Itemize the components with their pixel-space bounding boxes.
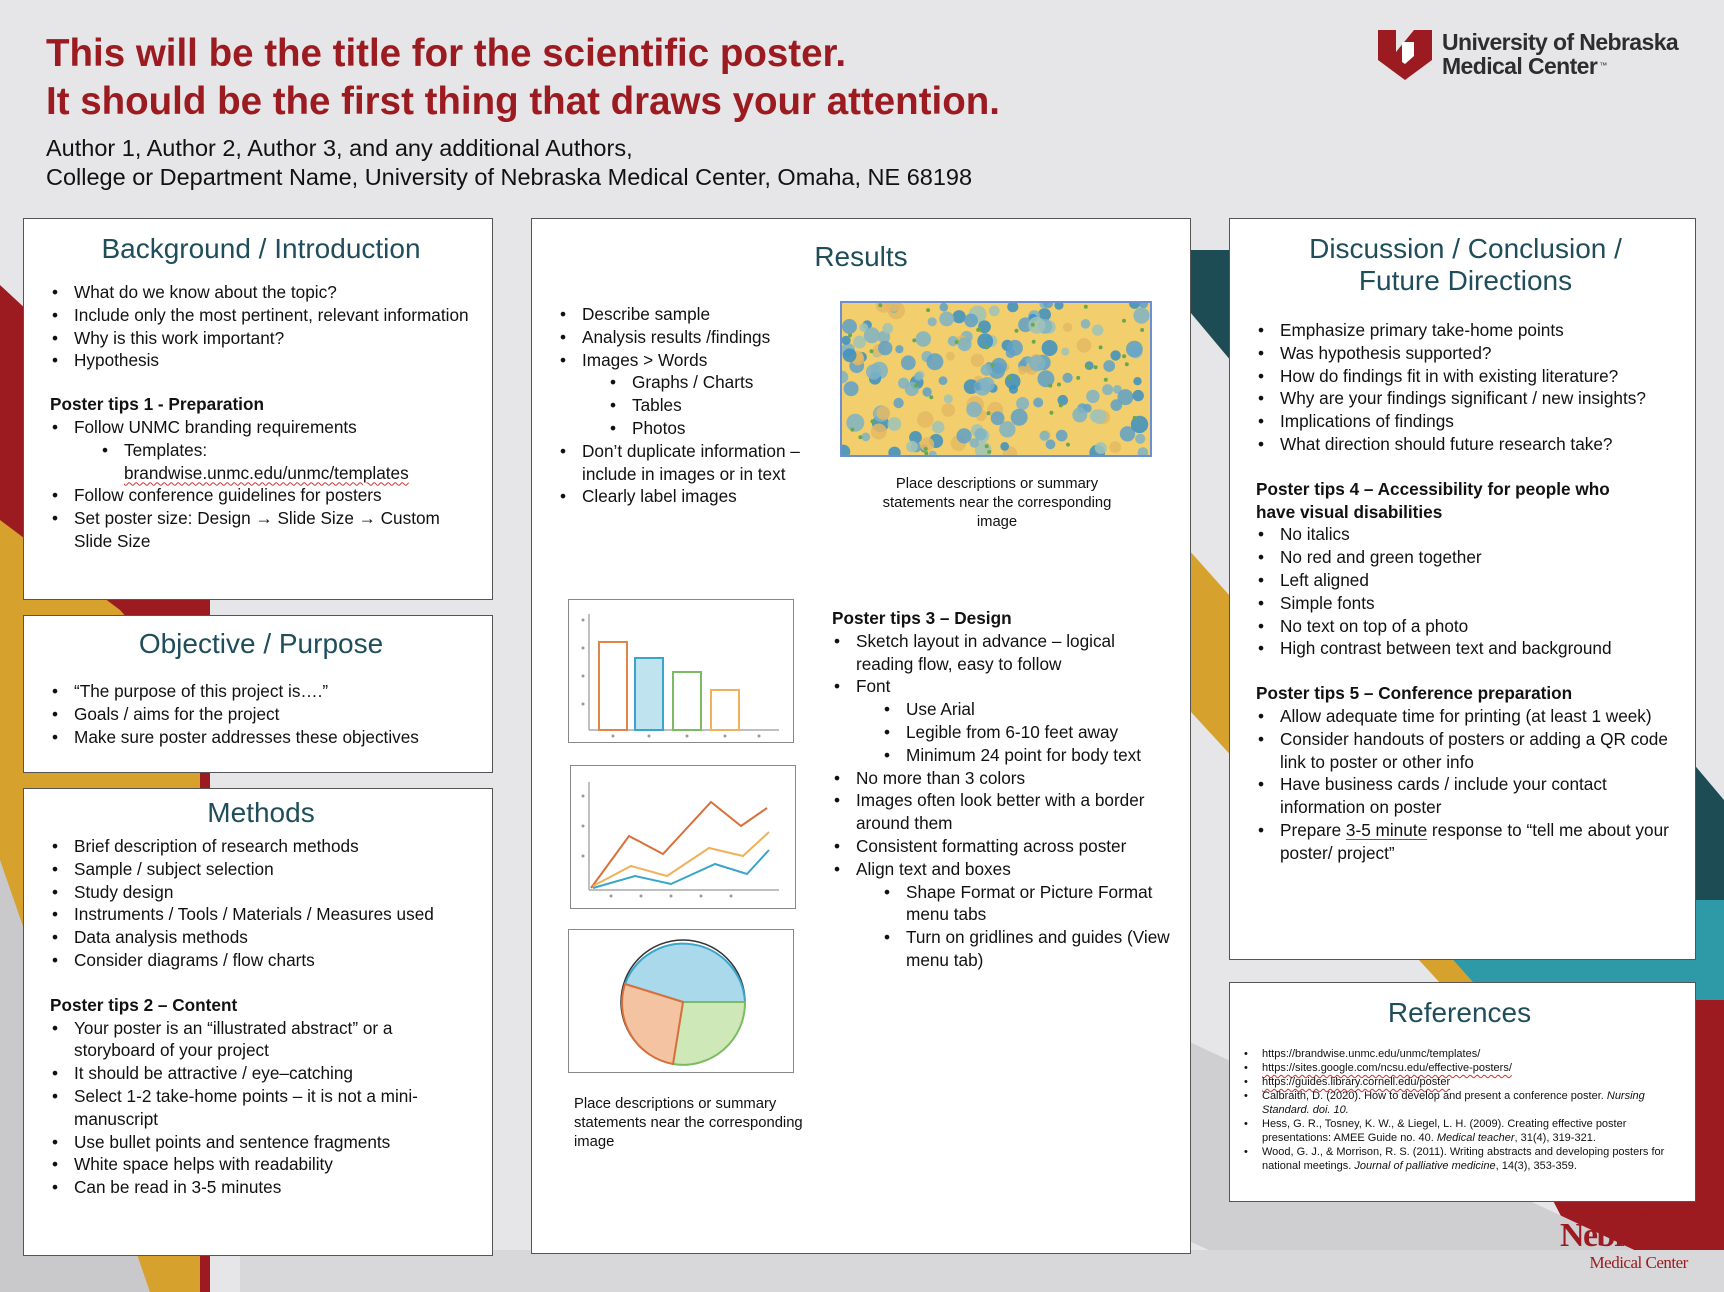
cell-dot <box>1063 323 1072 332</box>
list-item: • Tables <box>608 394 858 417</box>
cell-dot <box>1005 374 1021 390</box>
cell-dot <box>876 406 890 420</box>
cell-dot <box>991 363 995 367</box>
list-item <box>832 675 1172 766</box>
discussion-list <box>1256 319 1675 456</box>
reference-link[interactable]: https://guides.library.cornell.edu/poster <box>1262 1076 1451 1088</box>
text-fragment: Medical teacher <box>1436 1132 1515 1144</box>
background-heading: Background / Introduction <box>101 233 421 264</box>
cell-dot <box>1042 340 1058 356</box>
cell-dot <box>1008 375 1012 379</box>
cell-dot <box>980 377 995 392</box>
cell-dot <box>1086 365 1090 369</box>
cell-dot <box>985 345 989 349</box>
list-item: • Analysis results /findings <box>558 326 858 349</box>
cell-dot <box>1077 338 1092 353</box>
reference-item[interactable]: • https://brandwise.unmc.edu/unmc/templates/ <box>1244 1047 1675 1061</box>
cell-dot <box>916 331 931 346</box>
cell-dot <box>1058 395 1069 406</box>
cell-dot <box>991 411 1005 425</box>
cell-dot <box>939 376 948 385</box>
tip-text: Follow UNMC branding requirements <box>74 416 357 437</box>
logo-trademark: ™ <box>1599 61 1607 70</box>
cell-dot <box>842 445 850 455</box>
list-item <box>1256 819 1675 865</box>
tips1-heading: Poster tips 1 - Preparation <box>50 394 264 415</box>
cell-dot <box>1084 305 1088 309</box>
list-item: • Include only the most pertinent, relevant information <box>50 304 472 327</box>
cell-dot <box>1109 441 1121 453</box>
list-item: • Legible from 6-10 feet away <box>882 721 1172 744</box>
list-item: • What do we know about the topic? <box>50 281 472 304</box>
cell-dot <box>917 411 934 428</box>
list-item: • Images often look better with a border around them <box>832 789 1172 835</box>
list-item: • No italics <box>1256 523 1675 546</box>
logo-line-2: Medical Center <box>1442 53 1598 79</box>
cell-dot <box>944 394 953 403</box>
cell-dot <box>871 419 875 423</box>
list-item: • Was hypothesis supported? <box>1256 342 1675 365</box>
list-item: • Have business cards / include your contact information on poster <box>1256 773 1675 819</box>
cell-dot <box>1007 303 1018 312</box>
list-item: • “The purpose of this project is….” <box>50 680 472 703</box>
text-fragment: Prepare <box>1280 819 1346 840</box>
list-item: • Select 1-2 take-home points – it is not a mini-manuscript <box>50 1085 472 1131</box>
cell-dot <box>1133 390 1144 401</box>
references-section <box>1229 982 1696 1202</box>
cells-pattern-icon <box>842 303 1150 455</box>
cell-dot <box>1063 373 1073 383</box>
cell-dot <box>1031 323 1035 327</box>
bar-chart-sketch-icon <box>569 600 795 744</box>
list-item: • No more than 3 colors <box>832 767 1172 790</box>
list-item: • White space helps with readability <box>50 1153 472 1176</box>
cell-dot <box>1000 442 1009 451</box>
cell-dot <box>976 328 980 332</box>
cell-dot <box>1048 384 1052 388</box>
list-item: • Brief description of research methods <box>50 835 472 858</box>
line-chart-image <box>570 765 796 909</box>
cell-dot <box>1102 384 1113 395</box>
cell-dot <box>987 411 991 415</box>
tips5-heading: Poster tips 5 – Conference preparation <box>1256 683 1573 704</box>
cell-dot <box>926 353 943 370</box>
cell-dot <box>929 395 933 399</box>
cell-dot <box>842 319 857 334</box>
cell-dot <box>1056 430 1068 442</box>
text-fragment: , 31(4), 319-321. <box>1514 1132 1596 1144</box>
list-item: • High contrast between text and background <box>1256 637 1675 660</box>
cell-dot <box>1029 355 1045 371</box>
list-item: • Consistent formatting across poster <box>832 835 1172 858</box>
cell-dot <box>1081 319 1091 329</box>
text-fragment: Wood, G. J., & Morrison, R. S. (2011). Writing abstracts and developing posters for national meetings. <box>1262 1146 1665 1172</box>
background-list <box>50 281 472 372</box>
poster-title <box>46 30 1000 126</box>
reference-item <box>1244 1117 1675 1145</box>
tips2-list <box>50 1017 472 1199</box>
cell-dot <box>1125 362 1129 366</box>
cell-dot <box>932 421 945 434</box>
cell-dot <box>957 428 972 443</box>
list-item: • Sketch layout in advance – logical reading flow, easy to follow <box>832 630 1172 676</box>
list-item <box>50 416 472 484</box>
unmc-logo <box>1376 26 1696 82</box>
objective-heading: Objective / Purpose <box>138 628 384 659</box>
list-item: • Implications of findings <box>1256 410 1675 433</box>
cell-dot <box>955 340 959 344</box>
cell-dot <box>882 323 893 334</box>
cell-dot <box>1133 308 1149 324</box>
list-item: • Emphasize primary take-home points <box>1256 319 1675 342</box>
cell-dot <box>1016 397 1029 410</box>
cell-dot <box>866 364 882 380</box>
cell-dot <box>953 310 966 323</box>
line-chart-sketch-icon <box>571 766 797 910</box>
cell-dot <box>850 428 854 432</box>
pie-chart-image <box>568 929 794 1073</box>
reference-item <box>1244 1089 1675 1117</box>
cell-dot <box>871 424 887 440</box>
cell-dot <box>844 381 859 396</box>
list-item: • It should be attractive / eye–catching <box>50 1062 472 1085</box>
cell-dot <box>870 349 874 353</box>
tips3-list <box>832 630 1172 972</box>
cell-dot <box>1032 340 1036 344</box>
reference-item[interactable] <box>1244 1061 1675 1075</box>
text-fragment: , 14(3), 353-359. <box>1495 1160 1577 1172</box>
text-fragment: 3-5 minute <box>1345 819 1428 840</box>
cell-dot <box>1092 324 1103 335</box>
methods-section <box>23 788 493 1256</box>
results-list <box>558 303 858 508</box>
list-item: • Make sure poster addresses these objectives <box>50 726 472 749</box>
cell-dot <box>1110 350 1120 360</box>
cell-dot <box>912 338 916 342</box>
list-item: • Study design <box>50 881 472 904</box>
cell-dot <box>985 444 989 448</box>
cell-dot <box>978 320 991 333</box>
list-item: • Why are your findings significant / new insights? <box>1256 387 1675 410</box>
list-item: • Turn on gridlines and guides (View menu tab) <box>882 926 1172 972</box>
cell-dot <box>1095 442 1107 454</box>
cell-dot <box>842 371 848 384</box>
objective-section <box>23 615 493 773</box>
cell-dot <box>1059 403 1063 407</box>
cell-dot <box>966 402 982 418</box>
tips4-heading: Poster tips 4 – Accessibility for people who have visual disabilities <box>1256 478 1610 522</box>
cell-dot <box>1033 398 1043 408</box>
cell-dot <box>848 333 852 337</box>
results-section <box>531 218 1191 1254</box>
cell-dot <box>1122 354 1126 358</box>
cell-dot <box>989 306 1000 317</box>
list-item: • Can be read in 3-5 minutes <box>50 1176 472 1199</box>
cell-dot <box>987 450 991 454</box>
templates-link[interactable]: brandwise.unmc.edu/unmc/templates <box>124 462 409 483</box>
list-item: • Use Arial <box>882 698 1172 721</box>
gray-band-bottom <box>240 1250 1724 1292</box>
references-heading: References <box>1387 997 1532 1028</box>
cell-dot <box>1039 431 1049 441</box>
cell-dot <box>878 341 892 355</box>
cell-dot <box>1103 360 1115 372</box>
list-item-text: Font <box>856 676 891 697</box>
cell-dot <box>1049 411 1053 415</box>
cell-dot <box>928 317 937 326</box>
cell-dot <box>1135 434 1145 444</box>
cell-dot <box>1104 378 1108 382</box>
list-item: • Hypothesis <box>50 349 472 372</box>
cell-dot <box>1061 348 1069 356</box>
cell-dot <box>1066 443 1070 447</box>
cell-dot <box>1140 328 1144 332</box>
footer-nebraska-logo <box>1560 1212 1688 1272</box>
cell-dot <box>1092 409 1107 424</box>
n-shield-icon <box>1376 26 1434 82</box>
list-item <box>558 349 858 440</box>
cell-dot <box>1139 303 1148 308</box>
cell-dot <box>1007 340 1023 356</box>
tips1-list <box>50 416 472 553</box>
cell-dot <box>1028 317 1045 334</box>
list-item-text: Align text and boxes <box>856 858 1011 879</box>
list-item <box>832 858 1172 972</box>
list-item: • Allow adequate time for printing (at least 1 week) <box>1256 705 1675 728</box>
cell-dot <box>1057 383 1061 387</box>
logo-wordmark <box>1442 30 1678 78</box>
cells-image <box>840 301 1152 457</box>
cell-dot <box>1126 341 1143 358</box>
cell-dot <box>893 398 903 408</box>
results-text <box>558 303 858 508</box>
text-fragment: Calbraith, D. (2020). How to develop and present a conference poster. <box>1262 1090 1607 1102</box>
list-item: • Goals / aims for the project <box>50 703 472 726</box>
list-item: • Data analysis methods <box>50 926 472 949</box>
cell-dot <box>1138 447 1149 455</box>
tips5-list <box>1256 705 1675 865</box>
reference-item[interactable] <box>1244 1075 1675 1089</box>
list-item: • No red and green together <box>1256 546 1675 569</box>
cell-dot <box>1046 439 1056 449</box>
cell-dot <box>958 337 972 351</box>
cell-dot <box>942 403 956 417</box>
cell-dot <box>1011 409 1028 426</box>
tips4-list <box>1256 523 1675 660</box>
list-item: • Consider handouts of posters or adding a QR code link to poster or other info <box>1256 728 1675 774</box>
text-fragment: Nursing Standard. doi. 10. <box>1262 1090 1645 1116</box>
list-item: • Why is this work important? <box>50 327 472 350</box>
authors-line-2: College or Department Name, University of Nebraska Medical Center, Omaha, NE 68198 <box>46 163 973 190</box>
text-fragment: response to “tell me about your poster/ project” <box>1280 819 1669 863</box>
cell-dot <box>1086 390 1099 403</box>
title-line-1: This will be the title for the scientific poster. <box>46 32 847 75</box>
list-item: • Don’t duplicate information – include in images or in text <box>558 440 858 486</box>
cell-dot <box>929 451 937 455</box>
title-line-2: It should be the first thing that draws your attention. <box>46 80 1000 123</box>
cell-dot <box>901 355 916 370</box>
text-fragment: Hess, G. R., Tosney, K. W., & Liegel, L. H. (2009). Creating effective poster presentations: AMEE Guide no. 40. <box>1262 1118 1627 1144</box>
footer-tiny-text: UNIVERSITY OF <box>1636 1212 1682 1218</box>
objective-list <box>50 680 472 748</box>
tips3-heading: Poster tips 3 – Design <box>832 608 1012 628</box>
cell-dot <box>1129 303 1140 309</box>
list-item: • Your poster is an “illustrated abstract” or a storyboard of your project <box>50 1017 472 1063</box>
cell-dot <box>970 438 980 448</box>
list-item: • Set poster size: Design → Slide Size → Custom Slide Size <box>50 507 472 553</box>
cell-dot <box>878 303 882 307</box>
cell-dot <box>940 303 949 312</box>
cell-dot <box>1054 303 1063 310</box>
bar-chart-image <box>568 599 794 743</box>
cell-dot <box>895 345 903 353</box>
cell-dot <box>922 387 931 396</box>
cell-dot <box>914 372 923 381</box>
list-item: • Simple fonts <box>1256 592 1675 615</box>
list-item: • No text on top of a photo <box>1256 615 1675 638</box>
cell-dot <box>858 435 862 439</box>
list-item: • Shape Format or Picture Format menu tabs <box>882 881 1172 927</box>
list-item: • Follow conference guidelines for posters <box>50 484 472 507</box>
text-fragment: Journal of palliative medicine <box>1354 1160 1496 1172</box>
references-list <box>1244 1047 1675 1173</box>
cell-dot <box>861 433 870 442</box>
cell-dot <box>843 348 857 362</box>
footer-line-1: Nebraska <box>1560 1217 1688 1254</box>
cell-dot <box>1094 365 1098 369</box>
discussion-heading <box>1256 233 1675 297</box>
cell-dot <box>1133 416 1137 420</box>
cell-dot <box>914 384 918 388</box>
background-section <box>23 218 493 600</box>
image-caption-2: Place descriptions or summary statements near the corresponding image <box>574 1096 803 1150</box>
tips2-heading: Poster tips 2 – Content <box>50 994 238 1015</box>
authors-block <box>46 134 972 191</box>
cell-dot <box>1072 407 1087 422</box>
list-item: • How do findings fit in with existing literature? <box>1256 365 1675 388</box>
reference-link[interactable]: https://sites.google.com/ncsu.edu/effective-posters/ <box>1262 1062 1512 1074</box>
list-item: • Left aligned <box>1256 569 1675 592</box>
cell-dot <box>1111 399 1123 411</box>
list-item-text: Images > Words <box>582 349 708 370</box>
list-item: • Use bullet points and sentence fragments <box>50 1131 472 1154</box>
results-heading: Results <box>814 241 908 272</box>
cell-dot <box>888 417 902 431</box>
image-caption-1: Place descriptions or summary statements near the corresponding image <box>882 476 1112 530</box>
cell-dot <box>1133 377 1141 385</box>
authors-line-1: Author 1, Author 2, Author 3, and any additional Authors, <box>46 135 633 161</box>
logo-line-1: University of Nebraska <box>1442 29 1679 55</box>
templates-label: Templates: <box>124 439 208 460</box>
cell-dot <box>1076 376 1080 380</box>
discussion-section <box>1229 218 1696 960</box>
cell-dot <box>1015 329 1019 333</box>
cell-dot <box>939 312 954 327</box>
list-item: • Instruments / Tools / Materials / Measures used <box>50 903 472 926</box>
cell-dot <box>1099 345 1103 349</box>
list-item: • Minimum 24 point for body text <box>882 744 1172 767</box>
heading-line-1: Discussion / Conclusion / <box>1309 233 1622 264</box>
heading-line-2: Future Directions <box>1358 265 1573 296</box>
cell-dot <box>1122 319 1126 323</box>
cell-dot <box>906 441 918 453</box>
cell-dot <box>846 414 864 432</box>
cell-dot <box>971 354 984 367</box>
cell-dot <box>926 308 930 312</box>
list-item: • What direction should future research take? <box>1256 433 1675 456</box>
list-item: • Graphs / Charts <box>608 371 858 394</box>
list-item: • Describe sample <box>558 303 858 326</box>
cell-dot <box>853 336 866 349</box>
cell-dot <box>864 327 880 343</box>
cell-dot <box>888 447 900 455</box>
pie-chart-sketch-icon <box>569 930 795 1074</box>
list-item: • Clearly label images <box>558 485 858 508</box>
list-item <box>100 439 472 485</box>
list-item: • Consider diagrams / flow charts <box>50 949 472 972</box>
cell-dot <box>946 352 955 361</box>
methods-heading: Methods <box>207 797 315 828</box>
methods-list <box>50 835 472 972</box>
reference-item <box>1244 1145 1675 1173</box>
cell-dot <box>924 447 928 451</box>
cell-dot <box>964 314 978 328</box>
tips3-block <box>832 607 1172 972</box>
footer-line-2: Medical Center <box>1589 1253 1688 1272</box>
list-item: • Sample / subject selection <box>50 858 472 881</box>
list-item: • Photos <box>608 417 858 440</box>
